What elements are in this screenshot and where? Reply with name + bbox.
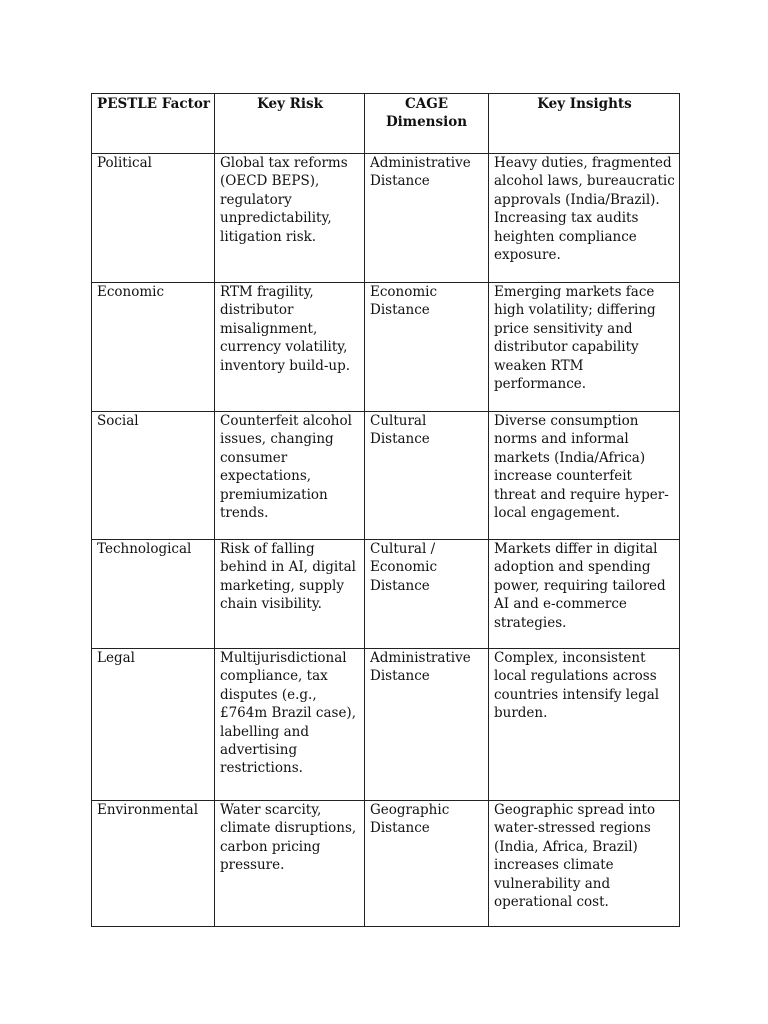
factor-cell: Political (92, 154, 215, 283)
table-row (92, 801, 680, 927)
table-row (92, 154, 680, 283)
table-row (92, 540, 680, 649)
header-row (92, 94, 680, 154)
factor-cell: Legal (92, 649, 215, 801)
factor-cell: Economic (92, 283, 215, 412)
risk-cell: Multijurisdictional compliance, tax disputes (e.g., £764m Brazil case), labelling and advertising restrictions. (215, 649, 365, 801)
cage-cell: Administrative Distance (365, 154, 489, 283)
factor-cell: Social (92, 412, 215, 540)
cage-cell: Cultural / Economic Distance (365, 540, 489, 649)
insight-cell: Geographic spread into water-stressed regions (India, Africa, Brazil) increases climate vulnerability and operational cost. (489, 801, 680, 927)
insight-cell: Complex, inconsistent local regulations across countries intensify legal burden. (489, 649, 680, 801)
insight-cell: Diverse consumption norms and informal markets (India/Africa) increase counterfeit threat and require hyper-local engagement. (489, 412, 680, 540)
insight-cell: Emerging markets face high volatility; differing price sensitivity and distributor capability weaken RTM performance. (489, 283, 680, 412)
header-key-insights: Key Insights (489, 94, 680, 154)
risk-cell: Global tax reforms (OECD BEPS), regulatory unpredictability, litigation risk. (215, 154, 365, 283)
risk-cell: Water scarcity, climate disruptions, carbon pricing pressure. (215, 801, 365, 927)
table-row (92, 412, 680, 540)
table-row (92, 283, 680, 412)
insight-cell: Heavy duties, fragmented alcohol laws, bureaucratic approvals (India/Brazil). Increasing tax audits heighten compliance exposure. (489, 154, 680, 283)
factor-cell: Technological (92, 540, 215, 649)
risk-cell: RTM fragility, distributor misalignment, currency volatility, inventory build-up. (215, 283, 365, 412)
cage-cell: Economic Distance (365, 283, 489, 412)
cage-cell: Cultural Distance (365, 412, 489, 540)
pestle-cage-table (91, 93, 680, 927)
risk-cell: Risk of falling behind in AI, digital marketing, supply chain visibility. (215, 540, 365, 649)
risk-cell: Counterfeit alcohol issues, changing consumer expectations, premiumization trends. (215, 412, 365, 540)
cage-cell: Geographic Distance (365, 801, 489, 927)
insight-cell: Markets differ in digital adoption and spending power, requiring tailored AI and e-commerce strategies. (489, 540, 680, 649)
header-key-risk: Key Risk (215, 94, 365, 154)
header-pestle-factor: PESTLE Factor (92, 94, 215, 154)
factor-cell: Environmental (92, 801, 215, 927)
table-row (92, 649, 680, 801)
cage-cell: Administrative Distance (365, 649, 489, 801)
header-cage-dimension: CAGE Dimension (365, 94, 489, 154)
